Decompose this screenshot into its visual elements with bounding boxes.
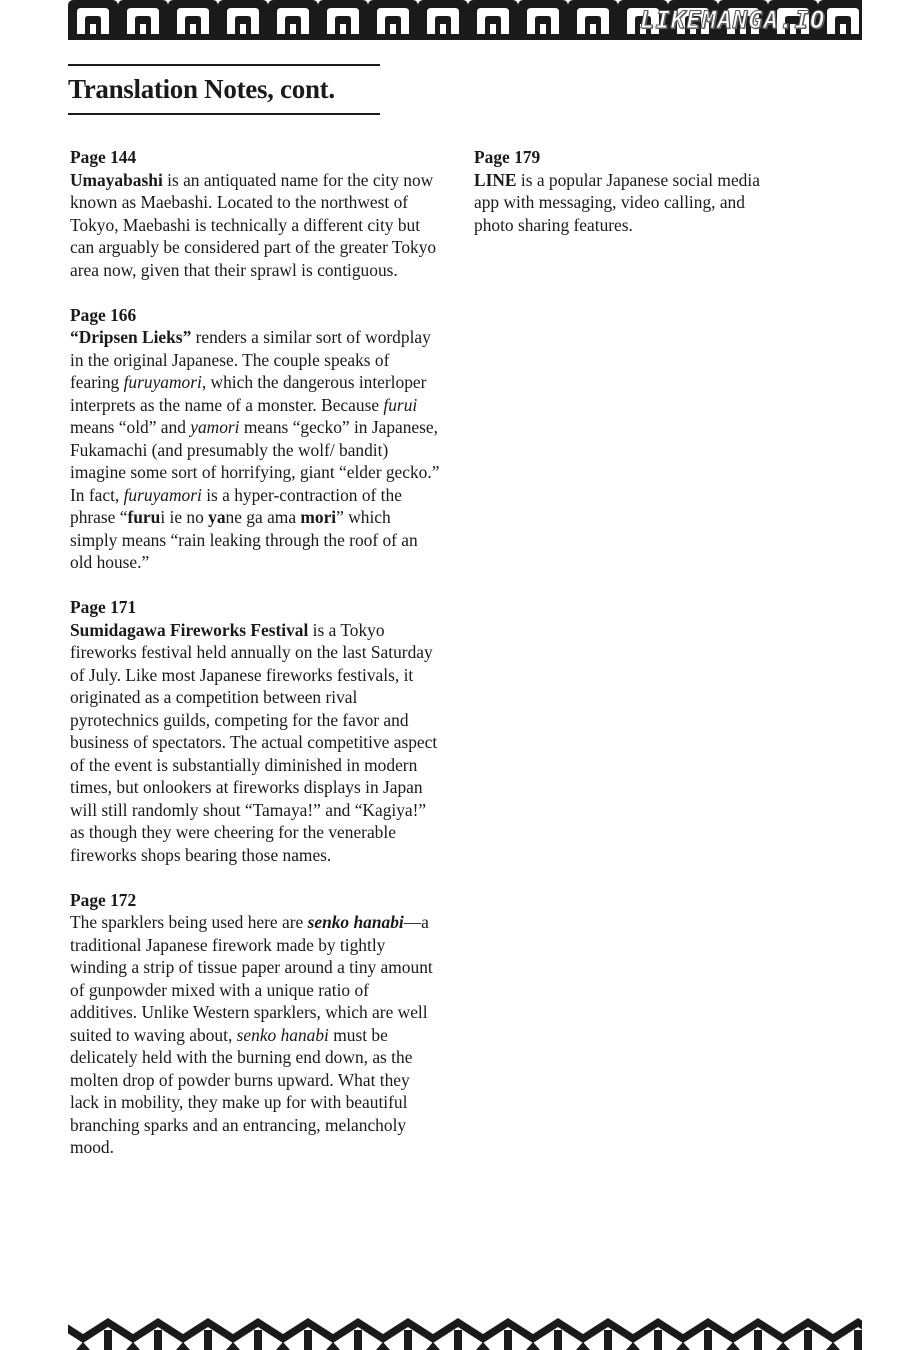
note-page-179	[474, 146, 774, 236]
chevron-motif	[608, 1318, 662, 1350]
chevron-motif	[758, 1318, 812, 1350]
note-emphasis: senko hanabi	[236, 1024, 329, 1045]
note-page-166	[70, 304, 440, 574]
chevron-motif	[308, 1318, 362, 1350]
site-watermark: LIKEMANGA.IO	[640, 6, 826, 34]
note-body: LINE is a popular Japanese social media app with messaging, video calling, and photo sharing features.	[474, 169, 760, 235]
note-emphasis: Sumidagawa Fireworks Festival	[70, 619, 309, 640]
title-block	[68, 64, 380, 115]
note-emphasis: furui	[383, 394, 418, 415]
chevron-motif	[708, 1318, 762, 1350]
note-body: Sumidagawa Fireworks Festival is a Tokyo fireworks festival held annually on the last Saturday of July. Like most Japanese fireworks festivals, it originated as a competition between rival pyrotechnics guilds, competing for the favor and business of spectators. The actual competitive aspect of the event is substantially diminished in modern times, but onlookers at fireworks displays in Japan will still randomly shout “Tamaya!” and “Kagiya!” as though they were cheering for the venerable fireworks shops bearing those names.	[70, 619, 438, 865]
chevron-motif	[158, 1318, 212, 1350]
note-page-172	[70, 889, 440, 1159]
chevron-motif	[808, 1318, 862, 1350]
note-page-label: Page 172	[70, 889, 137, 910]
note-emphasis: LINE	[474, 169, 517, 190]
note-emphasis: Umayabashi	[70, 169, 163, 190]
note-body: Umayabashi is an antiquated name for the city now known as Maebashi. Located to the northwest of Tokyo, Maebashi is technically a different city but can arguably be considered part of the greater Tokyo area now, given that their sprawl is contiguous.	[70, 169, 437, 280]
note-page-label: Page 171	[70, 597, 137, 617]
notes-column-right	[474, 146, 774, 259]
chevron-motif	[358, 1318, 412, 1350]
chevron-motif	[558, 1318, 612, 1350]
note-emphasis: mori	[300, 507, 337, 527]
chevron-motif	[258, 1318, 312, 1350]
chevron-motif	[108, 1318, 162, 1350]
note-page-144	[70, 146, 440, 281]
note-body: “Dripsen Lieks” renders a similar sort of wordplay in the original Japanese. The couple speaks of fearing furuyamori, which the dangerous interloper interprets as the name of a monster. Because furui means “old” and yamori means “gecko” in Japanese, Fukamachi (and presumably the wolf/ bandit) imagine some sort of horrifying, giant “elder gecko.” In fact, furuyamori is a hyper-contraction of the phrase “furui ie no yane ga ama mori” which simply means “rain leaking through the roof of an old house.”	[70, 327, 440, 572]
chevron-motif	[208, 1318, 262, 1350]
note-emphasis: furuyamori	[123, 484, 202, 505]
note-body: The sparklers being used here are senko hanabi—a traditional Japanese firework made by tightly winding a strip of tissue paper around a tiny amount of gunpowder mixed with a unique ratio of additives. Unlike Western sparklers, which are well suited to waving about, senko hanabi must be delicately held with the burning end down, as the molten drop of powder burns upward. What they lack in mobility, they make up for with beautiful branching sparks and an entrancing, melancholy mood.	[70, 912, 433, 1157]
note-page-label: Page 166	[70, 304, 137, 325]
note-page-label: Page 144	[70, 147, 137, 167]
band-rule	[68, 34, 862, 40]
note-emphasis: yamori	[190, 417, 240, 437]
note-emphasis: furu	[127, 507, 161, 527]
note-emphasis: ya	[208, 507, 226, 527]
note-emphasis: senko hanabi	[307, 912, 404, 932]
notes-column-left	[70, 146, 440, 1181]
chevron-motif	[508, 1318, 562, 1350]
chevron-motif	[658, 1318, 712, 1350]
chevron-motif	[458, 1318, 512, 1350]
chevron-motif	[68, 1318, 112, 1350]
note-page-171	[70, 596, 440, 866]
chevron-motif	[408, 1318, 462, 1350]
note-page-label: Page 179	[474, 147, 541, 167]
note-emphasis: furuyamori	[123, 372, 202, 392]
note-emphasis: “Dripsen Lieks”	[70, 327, 192, 347]
page-title: Translation Notes, cont.	[68, 74, 335, 104]
bottom-pattern-border	[68, 1318, 862, 1350]
